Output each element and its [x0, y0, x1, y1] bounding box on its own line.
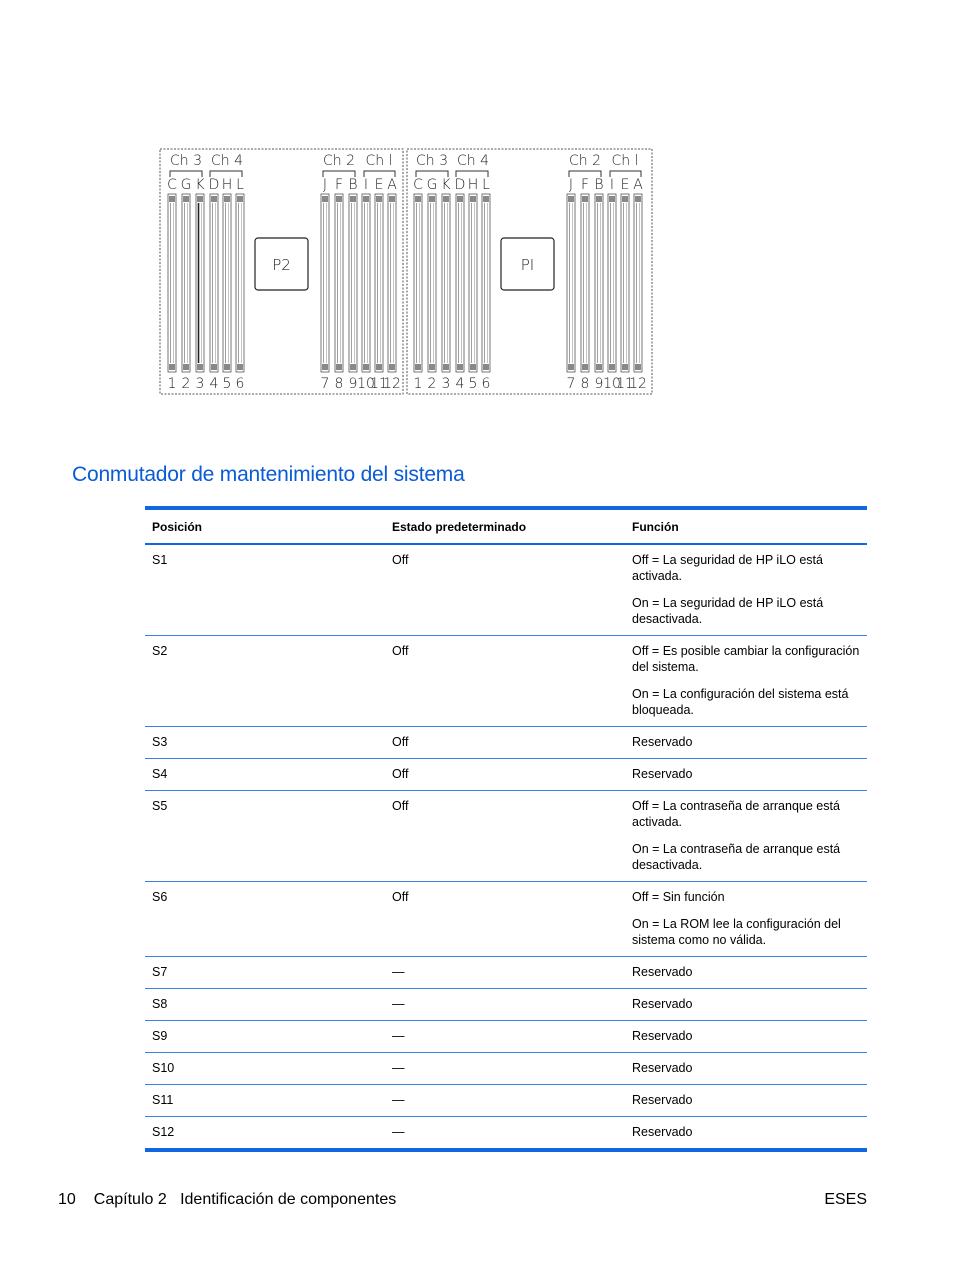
dimm-slot [456, 194, 464, 372]
slot-number: 6 [481, 376, 491, 392]
channel-label: Ch 3 [415, 153, 449, 169]
slot-latch [609, 196, 615, 202]
cell-default-state: Off [392, 890, 409, 904]
slot-letter: F [334, 177, 344, 193]
table-row [145, 882, 867, 957]
slot-latch [224, 196, 230, 202]
table-row [145, 1053, 867, 1085]
slot-letter: J [568, 177, 574, 193]
slot-latch [429, 364, 435, 370]
cell-position: S10 [152, 1061, 175, 1075]
slot-latch [237, 196, 243, 202]
table-row [145, 1085, 867, 1117]
cell-position: S8 [152, 997, 168, 1011]
slot-latch [415, 196, 421, 202]
cell-function [625, 544, 867, 636]
cell-position: S9 [152, 1029, 168, 1043]
slot-number: 2 [181, 376, 191, 392]
slot-latch [211, 364, 217, 370]
dimm-slot [321, 194, 329, 372]
cell-default-state: — [392, 965, 405, 979]
cell-position: S5 [152, 799, 168, 813]
table-row [145, 989, 867, 1021]
cell-position: S3 [152, 735, 168, 749]
function-text: Reservado [632, 1125, 693, 1139]
slot-latch [169, 196, 175, 202]
slot-letter: D [208, 177, 220, 193]
table-row [145, 759, 867, 791]
maintenance-switch-table [145, 506, 867, 1152]
table-row [145, 636, 867, 727]
function-text: On = La contraseña de arranque está desactivada. [632, 842, 841, 872]
cell-function [625, 636, 867, 727]
table-row [145, 1021, 867, 1053]
dimm-slot [581, 194, 589, 372]
slot-number: 11 [370, 376, 388, 392]
function-text: Reservado [632, 997, 693, 1011]
slot-number: 11 [616, 376, 634, 392]
slot-latch [376, 364, 382, 370]
function-text: Off = La contraseña de arranque está activada. [632, 799, 840, 829]
slot-number: 8 [334, 376, 344, 392]
slot-latch [322, 196, 328, 202]
header-default-state: Estado predeterminado [392, 520, 527, 534]
channel-label: Ch l [365, 153, 393, 169]
cell-default-state: Off [392, 553, 409, 567]
table-row [145, 791, 867, 882]
slot-letter: C [167, 177, 177, 193]
slot-number: 10 [603, 376, 621, 392]
cell-function [625, 727, 867, 759]
slot-number: 4 [455, 376, 465, 392]
slot-latch [169, 364, 175, 370]
slot-latch [483, 364, 489, 370]
cell-position: S1 [152, 553, 168, 567]
function-text: Reservado [632, 735, 693, 749]
slot-number: 5 [222, 376, 232, 392]
slot-number: 2 [427, 376, 437, 392]
cell-default-state: Off [392, 735, 409, 749]
slot-latch [389, 364, 395, 370]
cell-default-state: Off [392, 799, 409, 813]
slot-latch [635, 196, 641, 202]
dimm-slot [621, 194, 629, 372]
dimm-slot [362, 194, 370, 372]
function-text: On = La ROM lee la configuración del sistema como no válida. [632, 917, 841, 947]
slot-latch [470, 196, 476, 202]
slot-latch [582, 196, 588, 202]
header-function: Función [632, 520, 679, 534]
slot-letter: H [467, 177, 479, 193]
slot-letter: B [594, 177, 604, 193]
slot-latch [582, 364, 588, 370]
cell-default-state: — [392, 1029, 405, 1043]
function-text: Reservado [632, 1093, 693, 1107]
header-position: Posición [152, 520, 203, 534]
slot-latch [596, 196, 602, 202]
slot-latch [322, 364, 328, 370]
slot-number: 1 [167, 376, 177, 392]
cell-function [625, 759, 867, 791]
slot-number: 4 [209, 376, 219, 392]
dimm-slot [634, 194, 642, 372]
slot-letter: A [633, 177, 643, 193]
slot-letter: I [363, 177, 369, 193]
cell-function [625, 1053, 867, 1085]
dimm-slot [182, 194, 190, 372]
table-row [145, 727, 867, 759]
cell-position: S11 [152, 1093, 174, 1107]
dimm-slot [210, 194, 218, 372]
slot-latch [622, 364, 628, 370]
function-text: Reservado [632, 1029, 693, 1043]
slot-letter: J [322, 177, 328, 193]
chapter-title: Capítulo 2 Identificación de componentes [93, 1191, 397, 1208]
slot-number: 8 [580, 376, 590, 392]
slot-latch [183, 196, 189, 202]
slot-letter: D [454, 177, 466, 193]
slot-latch [363, 196, 369, 202]
slot-number: 3 [441, 376, 451, 392]
dimm-slot-diagram [158, 147, 654, 397]
slot-latch [568, 364, 574, 370]
slot-letter: F [580, 177, 590, 193]
channel-label: Ch 4 [456, 153, 490, 169]
slot-letter: E [620, 177, 630, 193]
dimm-slot [223, 194, 231, 372]
dimm-slot [196, 194, 204, 372]
table-header-row [145, 508, 867, 544]
cell-function [625, 957, 867, 989]
cell-position: S6 [152, 890, 168, 904]
slot-number: 12 [383, 376, 401, 392]
cell-position: S12 [152, 1125, 175, 1139]
slot-number: 7 [566, 376, 576, 392]
slot-number: 7 [320, 376, 330, 392]
dimm-slot [608, 194, 616, 372]
slot-latch [183, 364, 189, 370]
slot-letter: L [236, 177, 244, 193]
cell-position: S4 [152, 767, 168, 781]
slot-letter: C [413, 177, 423, 193]
dimm-slot [349, 194, 357, 372]
cell-function [625, 1021, 867, 1053]
slot-number: 3 [195, 376, 205, 392]
slot-latch [457, 364, 463, 370]
cell-default-state: — [392, 997, 405, 1011]
function-text: Off = La seguridad de HP iLO está activada. [632, 553, 823, 583]
cell-default-state: — [392, 1061, 405, 1075]
slot-latch [596, 364, 602, 370]
slot-latch [635, 364, 641, 370]
slot-letter: E [374, 177, 384, 193]
slot-latch [363, 364, 369, 370]
dimm-slot [482, 194, 490, 372]
cell-function [625, 882, 867, 957]
channel-label: Ch 2 [568, 153, 602, 169]
dimm-slot [236, 194, 244, 372]
function-text: Reservado [632, 1061, 693, 1075]
slot-latch [350, 196, 356, 202]
slot-latch [443, 364, 449, 370]
slot-latch [237, 364, 243, 370]
slot-latch [609, 364, 615, 370]
cell-function [625, 791, 867, 882]
channel-label: Ch 2 [322, 153, 356, 169]
slot-latch [211, 196, 217, 202]
slot-latch [457, 196, 463, 202]
cell-position: S2 [152, 644, 168, 658]
cell-default-state: Off [392, 767, 409, 781]
cell-default-state: Off [392, 644, 409, 658]
table-row [145, 544, 867, 636]
slot-number: 9 [594, 376, 604, 392]
slot-letter: I [609, 177, 615, 193]
slot-letter: G [180, 177, 192, 193]
slot-number: 9 [348, 376, 358, 392]
page-footer-locale: ESES [824, 1191, 867, 1208]
dimm-slot [414, 194, 422, 372]
channel-label: Ch 4 [210, 153, 244, 169]
section-title: Conmutador de mantenimiento del sistema [72, 463, 465, 486]
slot-latch [376, 196, 382, 202]
slot-letter: A [387, 177, 397, 193]
slot-number: 12 [629, 376, 647, 392]
function-text: Reservado [632, 767, 693, 781]
slot-latch [622, 196, 628, 202]
slot-number: 10 [357, 376, 375, 392]
slot-number: 5 [468, 376, 478, 392]
slot-latch [568, 196, 574, 202]
slot-latch [224, 364, 230, 370]
table-row [145, 957, 867, 989]
slot-latch [350, 364, 356, 370]
dimm-slot [595, 194, 603, 372]
slot-latch [197, 196, 203, 202]
dimm-slot [335, 194, 343, 372]
dimm-slot [375, 194, 383, 372]
dimm-slot [567, 194, 575, 372]
dimm-slot [469, 194, 477, 372]
slot-letter: K [195, 177, 205, 193]
slot-latch [483, 196, 489, 202]
cell-function [625, 1085, 867, 1117]
function-text: Off = Sin función [632, 890, 725, 904]
cell-position: S7 [152, 965, 168, 979]
slot-latch [429, 196, 435, 202]
dimm-slot [428, 194, 436, 372]
function-text: On = La configuración del sistema está bloqueada. [632, 687, 849, 717]
processor-p2: P2 [272, 256, 291, 274]
slot-number: 1 [413, 376, 423, 392]
channel-label: Ch 3 [169, 153, 203, 169]
cell-function [625, 989, 867, 1021]
slot-latch [443, 196, 449, 202]
slot-latch [336, 196, 342, 202]
dimm-slot [388, 194, 396, 372]
processor-p1: PI [520, 256, 535, 274]
function-text: On = La seguridad de HP iLO está desactivada. [632, 596, 824, 626]
slot-latch [336, 364, 342, 370]
slot-letter: K [441, 177, 451, 193]
dimm-slot [168, 194, 176, 372]
slot-letter: L [482, 177, 490, 193]
slot-letter: G [426, 177, 438, 193]
function-text: Off = Es posible cambiar la configuración del sistema. [632, 644, 860, 674]
cell-default-state: — [392, 1125, 405, 1139]
slot-letter: B [348, 177, 358, 193]
slot-latch [389, 196, 395, 202]
page-footer-left [58, 1191, 396, 1209]
page-number: 10 [58, 1191, 76, 1208]
slot-latch [470, 364, 476, 370]
function-text: Reservado [632, 965, 693, 979]
slot-number: 6 [235, 376, 245, 392]
cell-function [625, 1117, 867, 1151]
dimm-slot [442, 194, 450, 372]
table-row [145, 1117, 867, 1151]
slot-letter: H [221, 177, 233, 193]
slot-latch [415, 364, 421, 370]
cell-default-state: — [392, 1093, 405, 1107]
channel-label: Ch l [611, 153, 639, 169]
slot-latch [197, 364, 203, 370]
